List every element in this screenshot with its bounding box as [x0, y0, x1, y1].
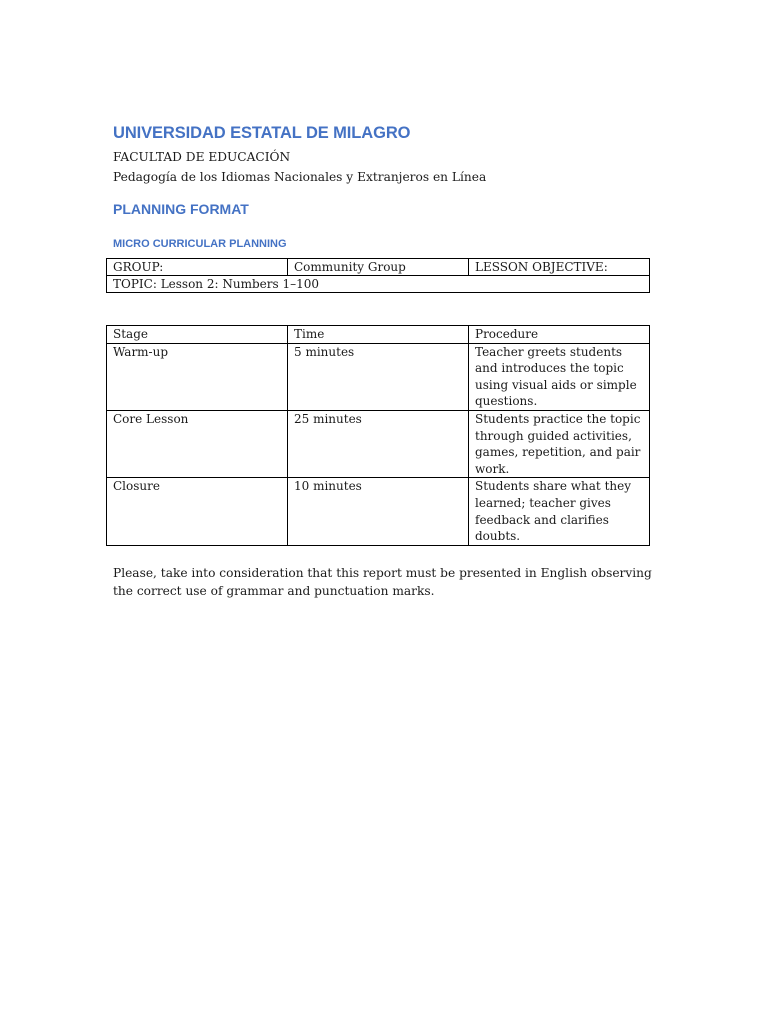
group-label-cell: GROUP: — [107, 259, 288, 276]
table-row — [107, 410, 650, 477]
lesson-objective-cell: LESSON OBJECTIVE: — [469, 259, 650, 276]
stage-cell: Warm-up — [107, 343, 288, 410]
faculty-name: FACULTAD DE EDUCACIÓN — [113, 150, 291, 164]
procedure-cell: Students share what they learned; teacher gives feedback and clarifies doubts. — [469, 478, 650, 545]
stage-cell: Core Lesson — [107, 410, 288, 477]
column-header-stage: Stage — [107, 326, 288, 344]
group-value-cell: Community Group — [288, 259, 469, 276]
procedure-cell: Teacher greets students and introduces the topic using visual aids or simple questions. — [469, 343, 650, 410]
stage-cell: Closure — [107, 478, 288, 545]
stage-table — [106, 325, 650, 546]
column-header-procedure: Procedure — [469, 326, 650, 344]
procedure-cell: Students practice the topic through guided activities, games, repetition, and pair work. — [469, 410, 650, 477]
micro-curricular-heading: MICRO CURRICULAR PLANNING — [113, 238, 287, 250]
lesson-info-table — [106, 258, 650, 293]
program-name: Pedagogía de los Idiomas Nacionales y Extranjeros en Línea — [113, 170, 487, 184]
column-header-time: Time — [288, 326, 469, 344]
time-cell: 25 minutes — [288, 410, 469, 477]
table-row — [107, 259, 650, 276]
table-header-row — [107, 326, 650, 344]
table-row — [107, 343, 650, 410]
submission-note: Please, take into consideration that this report must be presented in English observing the correct use of grammar and punctuation marks. — [113, 566, 652, 598]
planning-format-heading: PLANNING FORMAT — [113, 201, 249, 217]
topic-cell: TOPIC: Lesson 2: Numbers 1–100 — [107, 276, 650, 293]
time-cell: 5 minutes — [288, 343, 469, 410]
university-title: UNIVERSIDAD ESTATAL DE MILAGRO — [113, 124, 411, 142]
table-row — [107, 276, 650, 293]
table-row — [107, 478, 650, 545]
time-cell: 10 minutes — [288, 478, 469, 545]
